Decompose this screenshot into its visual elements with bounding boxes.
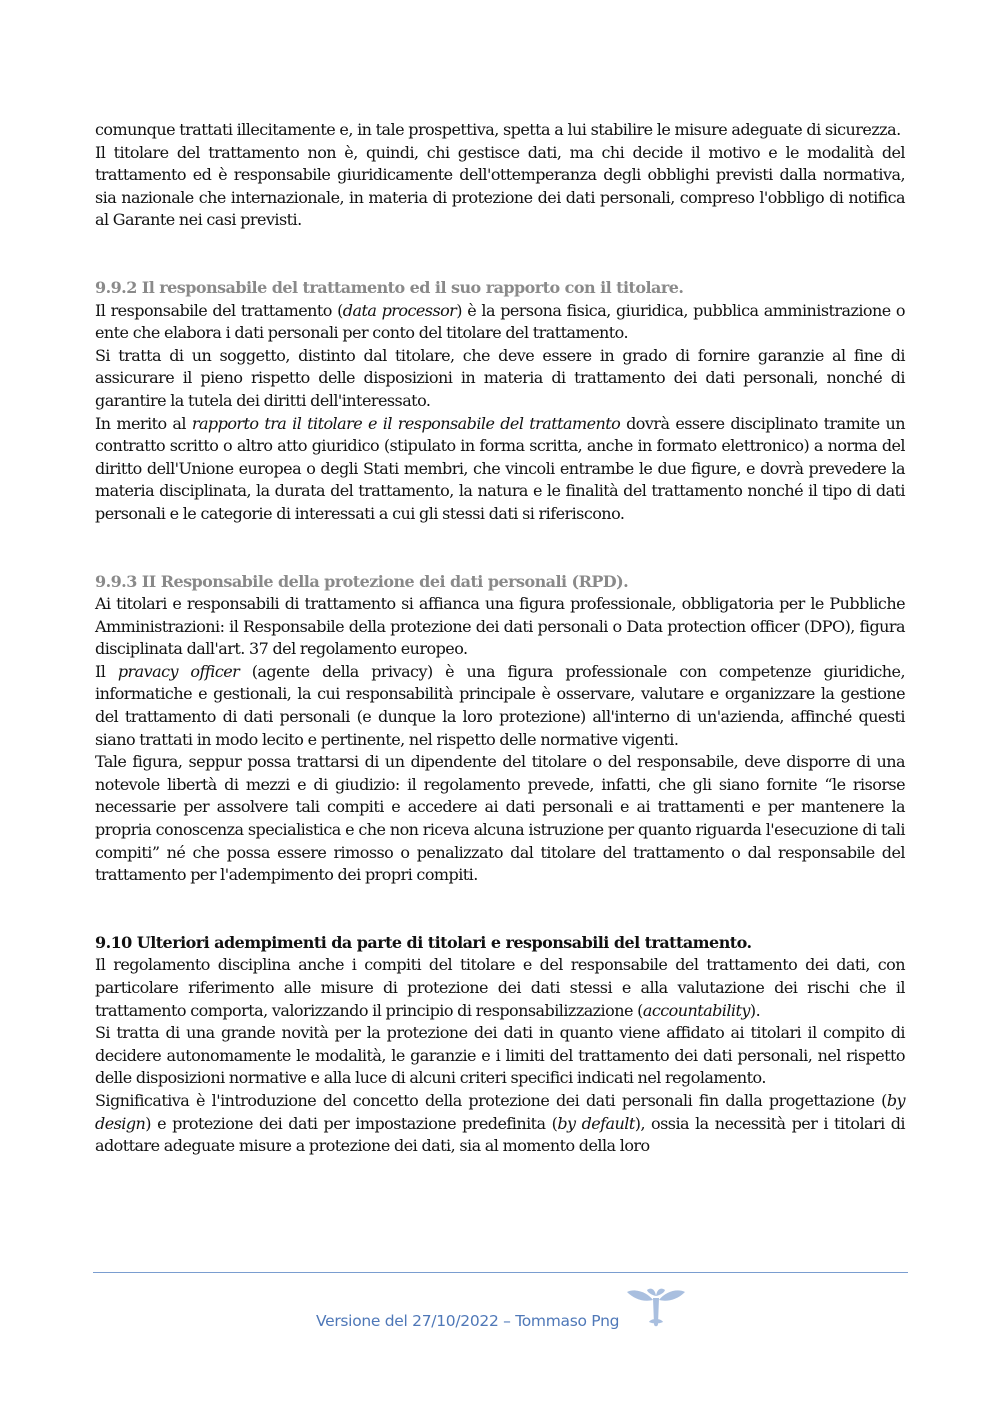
section-910-paragraph-1: Il regolamento disciplina anche i compiti del titolare e del responsabile del trattamento dei dati, con particolare riferimento alle misure di protezione dei dati stessi e alla valutazione dei rischi che il trattamento comporta, valorizzando il principio di responsabilizzazione (accountability). [95, 955, 905, 1020]
section-910-heading: 9.10 Ulteriori adempimenti da parte di titolari e responsabili del trattamento. [95, 932, 752, 952]
intro-paragraph-2: Il titolare del trattamento non è, quindi, chi gestisce dati, ma chi decide il motivo e le modalità del trattamento ed è responsabile giuridicamente dell'ottemperanza degli obblighi previsti dalla normativa, sia nazionale che internazionale, in materia di protezione dei dati personali, compreso l'obbligo di notifica al Garante nei casi previsti. [95, 142, 905, 230]
section-993-paragraph-1: Ai titolari e responsabili di trattamento si affianca una figura professionale, obbligatoria per le Pubbliche Amministrazioni: il Responsabile della protezione dei dati personali o Data protection officer (DPO), figura disciplinata dall'art. 37 del regolamento europeo. [95, 594, 905, 659]
section-992-heading: 9.9.2 Il responsabile del trattamento ed il suo rapporto con il titolare. [95, 277, 684, 297]
section-993-heading: 9.9.3 II Responsabile della protezione dei dati personali (RPD). [95, 571, 629, 591]
stylized-plant-logo-icon [625, 1286, 687, 1330]
section-spacer [95, 232, 905, 277]
section-992-paragraph-1: Il responsabile del trattamento (data processor) è la persona fisica, giuridica, pubblica amministrazione o ente che elabora i dati personali per conto del titolare del trattamento. [95, 300, 906, 343]
section-spacer [95, 887, 905, 932]
footer-divider [93, 1272, 908, 1273]
section-992-paragraph-3: In merito al rapporto tra il titolare e il responsabile del trattamento dovrà essere disciplinato tramite un contratto scritto o altro atto giuridico (stipulato in forma scritta, anche in formato elettronico) a norma del diritto dell'Unione europea o degli Stati membri, che vincoli entrambe le due figure, e dovrà prevedere la materia disciplinata, la durata del trattamento, la natura e le finalità del trattamento nonché il tipo di dati personali e le categorie di interessati a cui gli stessi dati si riferiscono. [95, 413, 905, 523]
section-992-paragraph-2: Si tratta di un soggetto, distinto dal titolare, che deve essere in grado di fornire garanzie al fine di assicurare il pieno rispetto delle disposizioni in materia di trattamento dei dati personali, nonché di garantire la tutela dei diritti dell'interessato. [95, 345, 905, 410]
footer-version-text: Versione del 27/10/2022 – Tommaso Png [316, 1312, 620, 1330]
intro-paragraph-1: comunque trattati illecitamente e, in tale prospettiva, spetta a lui stabilire le misure adeguate di sicurezza. [95, 120, 901, 139]
section-993-paragraph-2: Il pravacy officer (agente della privacy) è una figura professionale con competenze giuridiche, informatiche e gestionali, la cui responsabilità principale è osservare, valutare e organizzare la gestione del trattamento di dati personali (e dunque la loro protezione) all'interno di un'azienda, affinché questi siano trattati in modo lecito e pertinente, nel rispetto delle normative vigenti. [95, 661, 906, 749]
section-spacer [95, 526, 905, 571]
section-910-paragraph-3: Significativa è l'introduzione del concetto della protezione dei dati personali fin dalla progettazione (by design) e protezione dei dati per impostazione predefinita (by default), ossia la necessità per i titolari di adottare adeguate misure a protezione dei dati, sia al momento della loro [95, 1090, 906, 1156]
section-910-paragraph-2: Si tratta di una grande novità per la protezione dei dati in quanto viene affidato ai titolari il compito di decidere autonomamente le modalità, le garanzie e i limiti del trattamento dei dati personali, nel rispetto delle disposizioni normative e alla luce di alcuni criteri specifici indicati nel regolamento. [95, 1023, 905, 1088]
document-body [95, 119, 905, 1158]
section-993-paragraph-3: Tale figura, seppur possa trattarsi di un dipendente del titolare o del responsabile, deve disporre di una notevole libertà di mezzi e di giudizio: il regolamento prevede, infatti, che gli siano fornite “le risorse necessarie per assolvere tali compiti e accedere ai dati personali e ai trattamenti e per mantenere la propria conoscenza specialistica e che non riceva alcuna istruzione per quanto riguarda l'esecuzione di tali compiti” né che possa essere rimosso o penalizzato dal titolare del trattamento o dal responsabile del trattamento per l'adempimento dei propri compiti. [95, 752, 905, 885]
